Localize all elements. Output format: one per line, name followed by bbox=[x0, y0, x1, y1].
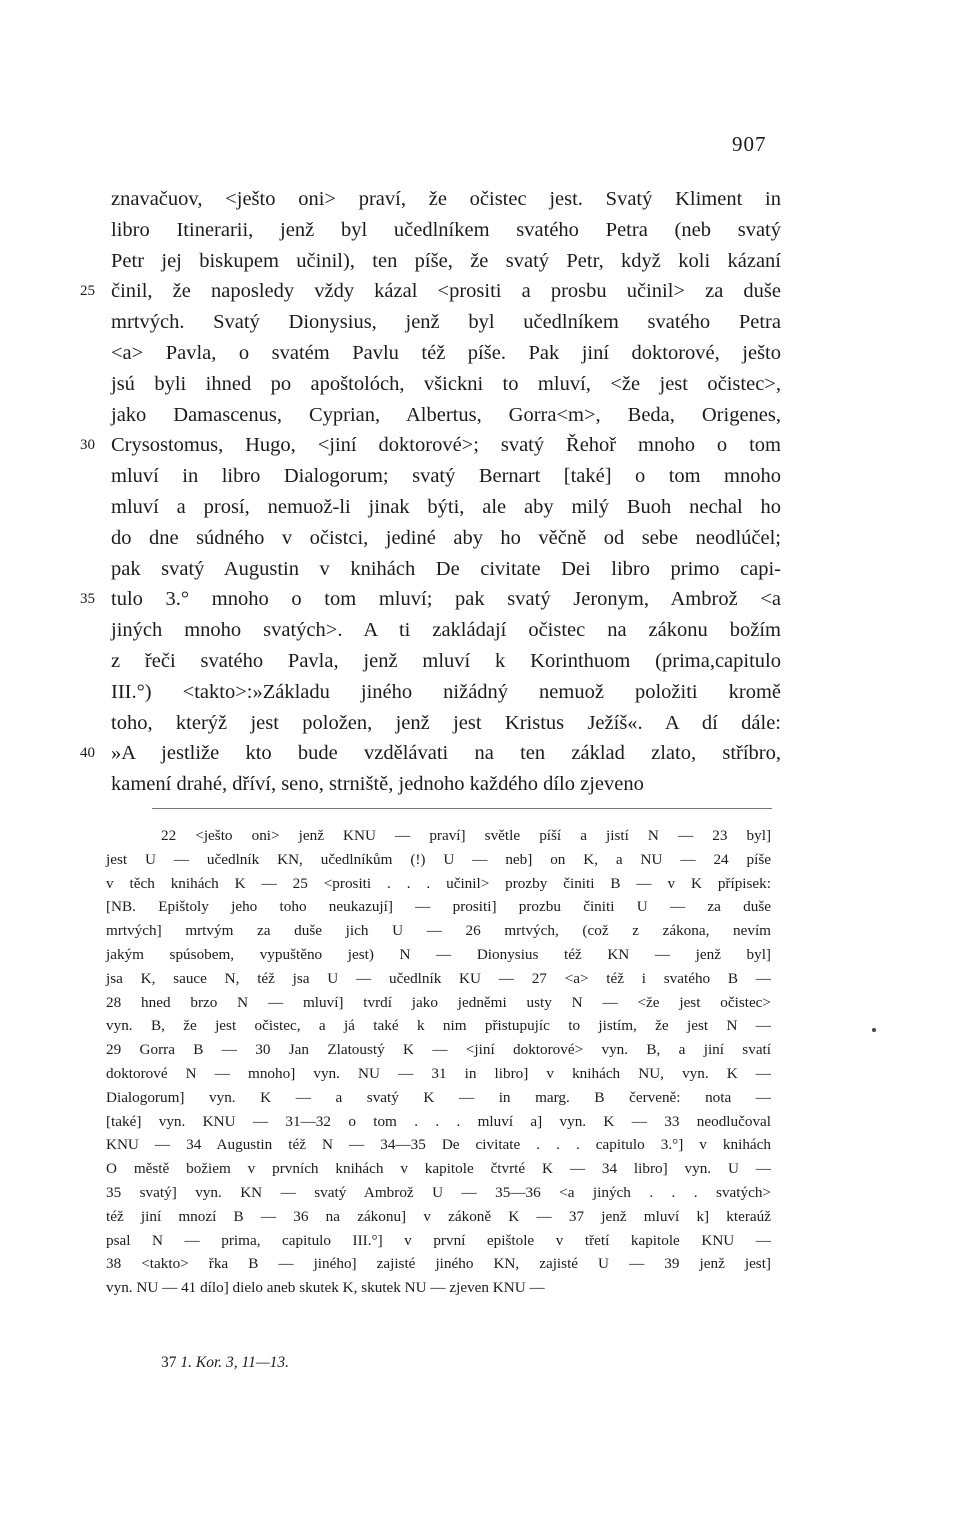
text-line bbox=[111, 523, 781, 554]
line-number: 25 bbox=[80, 283, 95, 300]
text-line bbox=[111, 554, 781, 585]
reference-line-number: 37 bbox=[161, 1354, 177, 1371]
apparatus-line: [také] vyn. KNU — 31—32 o tom . . . mluví a] vyn. K — 33 neodlučoval bbox=[106, 1112, 771, 1130]
apparatus-line: též jiní mnozí B — 36 na zákonu] v zákoně K — 37 jenž mluví k] kteraúž bbox=[106, 1207, 771, 1225]
text-line bbox=[111, 615, 781, 646]
text-line bbox=[111, 369, 781, 400]
text-line bbox=[80, 430, 781, 461]
line-text: jiných mnoho svatých>. A ti zakládají očistec na zákonu božím bbox=[111, 619, 781, 642]
text-line bbox=[111, 461, 781, 492]
text-line bbox=[111, 492, 781, 523]
line-text: III.°) <takto>:»Základu jiného nižádný nemuož položiti kromě bbox=[111, 680, 781, 703]
line-text: mluví a prosí, nemuož-li jinak býti, ale aby milý Buoh nechal ho bbox=[111, 495, 781, 518]
line-number: 35 bbox=[80, 591, 95, 608]
line-text: činil, že naposledy vždy kázal <prositi a prosbu učinil> za duše bbox=[111, 280, 781, 303]
main-text bbox=[80, 184, 781, 800]
apparatus-line: 29 Gorra B — 30 Jan Zlatoustý K — <jiní doktorové> vyn. B, a jiní svatí bbox=[106, 1041, 771, 1059]
line-text: toho, kterýž jest položen, jenž jest Kristus Ježíš«. A dí dále: bbox=[111, 711, 781, 734]
apparatus-line: psal N — prima, capitulo III.°] v první epištole v třetí kapitole KNU — bbox=[106, 1231, 771, 1249]
print-speck bbox=[872, 1028, 876, 1032]
apparatus-line: jest U — učedlník KN, učedlníkům (!) U — neb] on K, a NU — 24 píše bbox=[106, 850, 771, 868]
text-line bbox=[111, 677, 781, 708]
text-line bbox=[111, 215, 781, 246]
apparatus-line: KNU — 34 Augustin též N — 34—35 De civitate . . . capitulo 3.°] v knihách bbox=[106, 1136, 771, 1154]
line-text: jako Damascenus, Cyprian, Albertus, Gorra<m>, Beda, Origenes, bbox=[111, 403, 781, 426]
text-line bbox=[111, 646, 781, 677]
apparatus-line: vyn. NU — 41 dílo] dielo aneb skutek K, skutek NU — zjeven KNU — bbox=[106, 1279, 545, 1297]
reference-citation: 1. Kor. 3, 11—13. bbox=[180, 1354, 290, 1371]
apparatus-line: mrtvých] mrtvým za duše jich U — 26 mrtvých, (což z zákona, nevím bbox=[106, 922, 771, 940]
apparatus-line: Dialogorum] vyn. K — a svatý K — in marg. B červeně: nota — bbox=[106, 1088, 771, 1106]
line-number: 30 bbox=[80, 437, 95, 454]
text-line bbox=[111, 400, 781, 431]
line-text: »A jestliže kto bude vzdělávati na ten základ zlato, stříbro, bbox=[111, 742, 781, 765]
apparatus-line: 28 hned brzo N — mluví] tvrdí jako jedněmi usty N — <že jest očistec> bbox=[106, 993, 771, 1011]
apparatus-line: O městě božiem v prvních knihách v kapitole čtvrté K — 34 libro] vyn. U — bbox=[106, 1160, 771, 1178]
line-text: Crysostomus, Hugo, <jiní doktorové>; svatý Řehoř mnoho o tom bbox=[111, 434, 781, 457]
biblical-reference bbox=[161, 1354, 289, 1372]
line-text: pak svatý Augustin v knihách De civitate Dei libro primo capi- bbox=[111, 557, 781, 580]
text-line bbox=[111, 307, 781, 338]
line-text: Petr jej biskupem učinil), ten píše, že svatý Petr, když koli kázaní bbox=[111, 249, 781, 272]
line-text: libro Itinerarii, jenž byl učedlníkem svatého Petra (neb svatý bbox=[111, 218, 781, 241]
line-text: tulo 3.° mnoho o tom mluví; pak svatý Jeronym, Ambrož <a bbox=[111, 588, 781, 611]
apparatus-line: 38 <takto> řka B — jiného] zajisté jiného KN, zajisté U — 39 jenž jest] bbox=[106, 1255, 771, 1273]
line-text: kamení drahé, dříví, seno, strniště, jednoho každého dílo zjeveno bbox=[111, 773, 644, 796]
apparatus-line: 35 svatý] vyn. KN — svatý Ambrož U — 35—36 <a jiných . . . svatých> bbox=[106, 1183, 771, 1201]
apparatus-line: [NB. Epištoly jeho toho neukazují] — prositi] prozbu činiti U — za duše bbox=[106, 898, 771, 916]
text-line bbox=[80, 738, 781, 769]
line-text: <a> Pavla, o svatém Pavlu též píše. Pak jiní doktorové, ješto bbox=[111, 341, 781, 364]
line-text: z řeči svatého Pavla, jenž mluví k Korinthuom (prima,capitulo bbox=[111, 649, 781, 672]
text-line bbox=[111, 338, 781, 369]
line-text: jsú byli ihned po apoštolóch, všickni to mluví, <že jest očistec>, bbox=[111, 372, 781, 395]
apparatus-line: v těch knihách K — 25 <prositi . . . učinil> prozby činiti B — v K přípisek: bbox=[106, 874, 771, 892]
critical-apparatus bbox=[106, 824, 771, 1300]
text-line bbox=[80, 584, 781, 615]
text-line bbox=[111, 769, 781, 800]
text-line bbox=[111, 246, 781, 277]
line-text: znavačuov, <ješto oni> praví, že očistec jest. Svatý Kliment in bbox=[111, 188, 781, 210]
footnote-divider bbox=[152, 808, 772, 809]
apparatus-line: vyn. B, že jest očistec, a já také k nim přistupujíc to jistím, že jest N — bbox=[106, 1017, 771, 1035]
line-text: mluví in libro Dialogorum; svatý Bernart [také] o tom mnoho bbox=[111, 465, 781, 488]
text-line bbox=[111, 184, 781, 215]
apparatus-line: doktorové N — mnoho] vyn. NU — 31 in libro] v knihách NU, vyn. K — bbox=[106, 1064, 771, 1082]
text-line bbox=[80, 276, 781, 307]
text-line bbox=[111, 708, 781, 739]
line-number: 40 bbox=[80, 745, 95, 762]
page-number: 907 bbox=[732, 132, 767, 156]
line-text: do dne súdného v očistci, jediné aby ho věčně od sebe neodlúčel; bbox=[111, 526, 781, 549]
apparatus-line: jakým spúsobem, vypuštěno jest) N — Dionysius též KN — jenž byl] bbox=[106, 945, 771, 963]
line-text: mrtvých. Svatý Dionysius, jenž byl učedlníkem svatého Petra bbox=[111, 311, 781, 334]
apparatus-line: 22 <ješto oni> jenž KNU — praví] světle píší a jistí N — 23 byl] bbox=[161, 827, 771, 844]
apparatus-line: jsa K, sauce N, též jsa U — učedlník KU — 27 <a> též i svatého B — bbox=[106, 969, 771, 987]
